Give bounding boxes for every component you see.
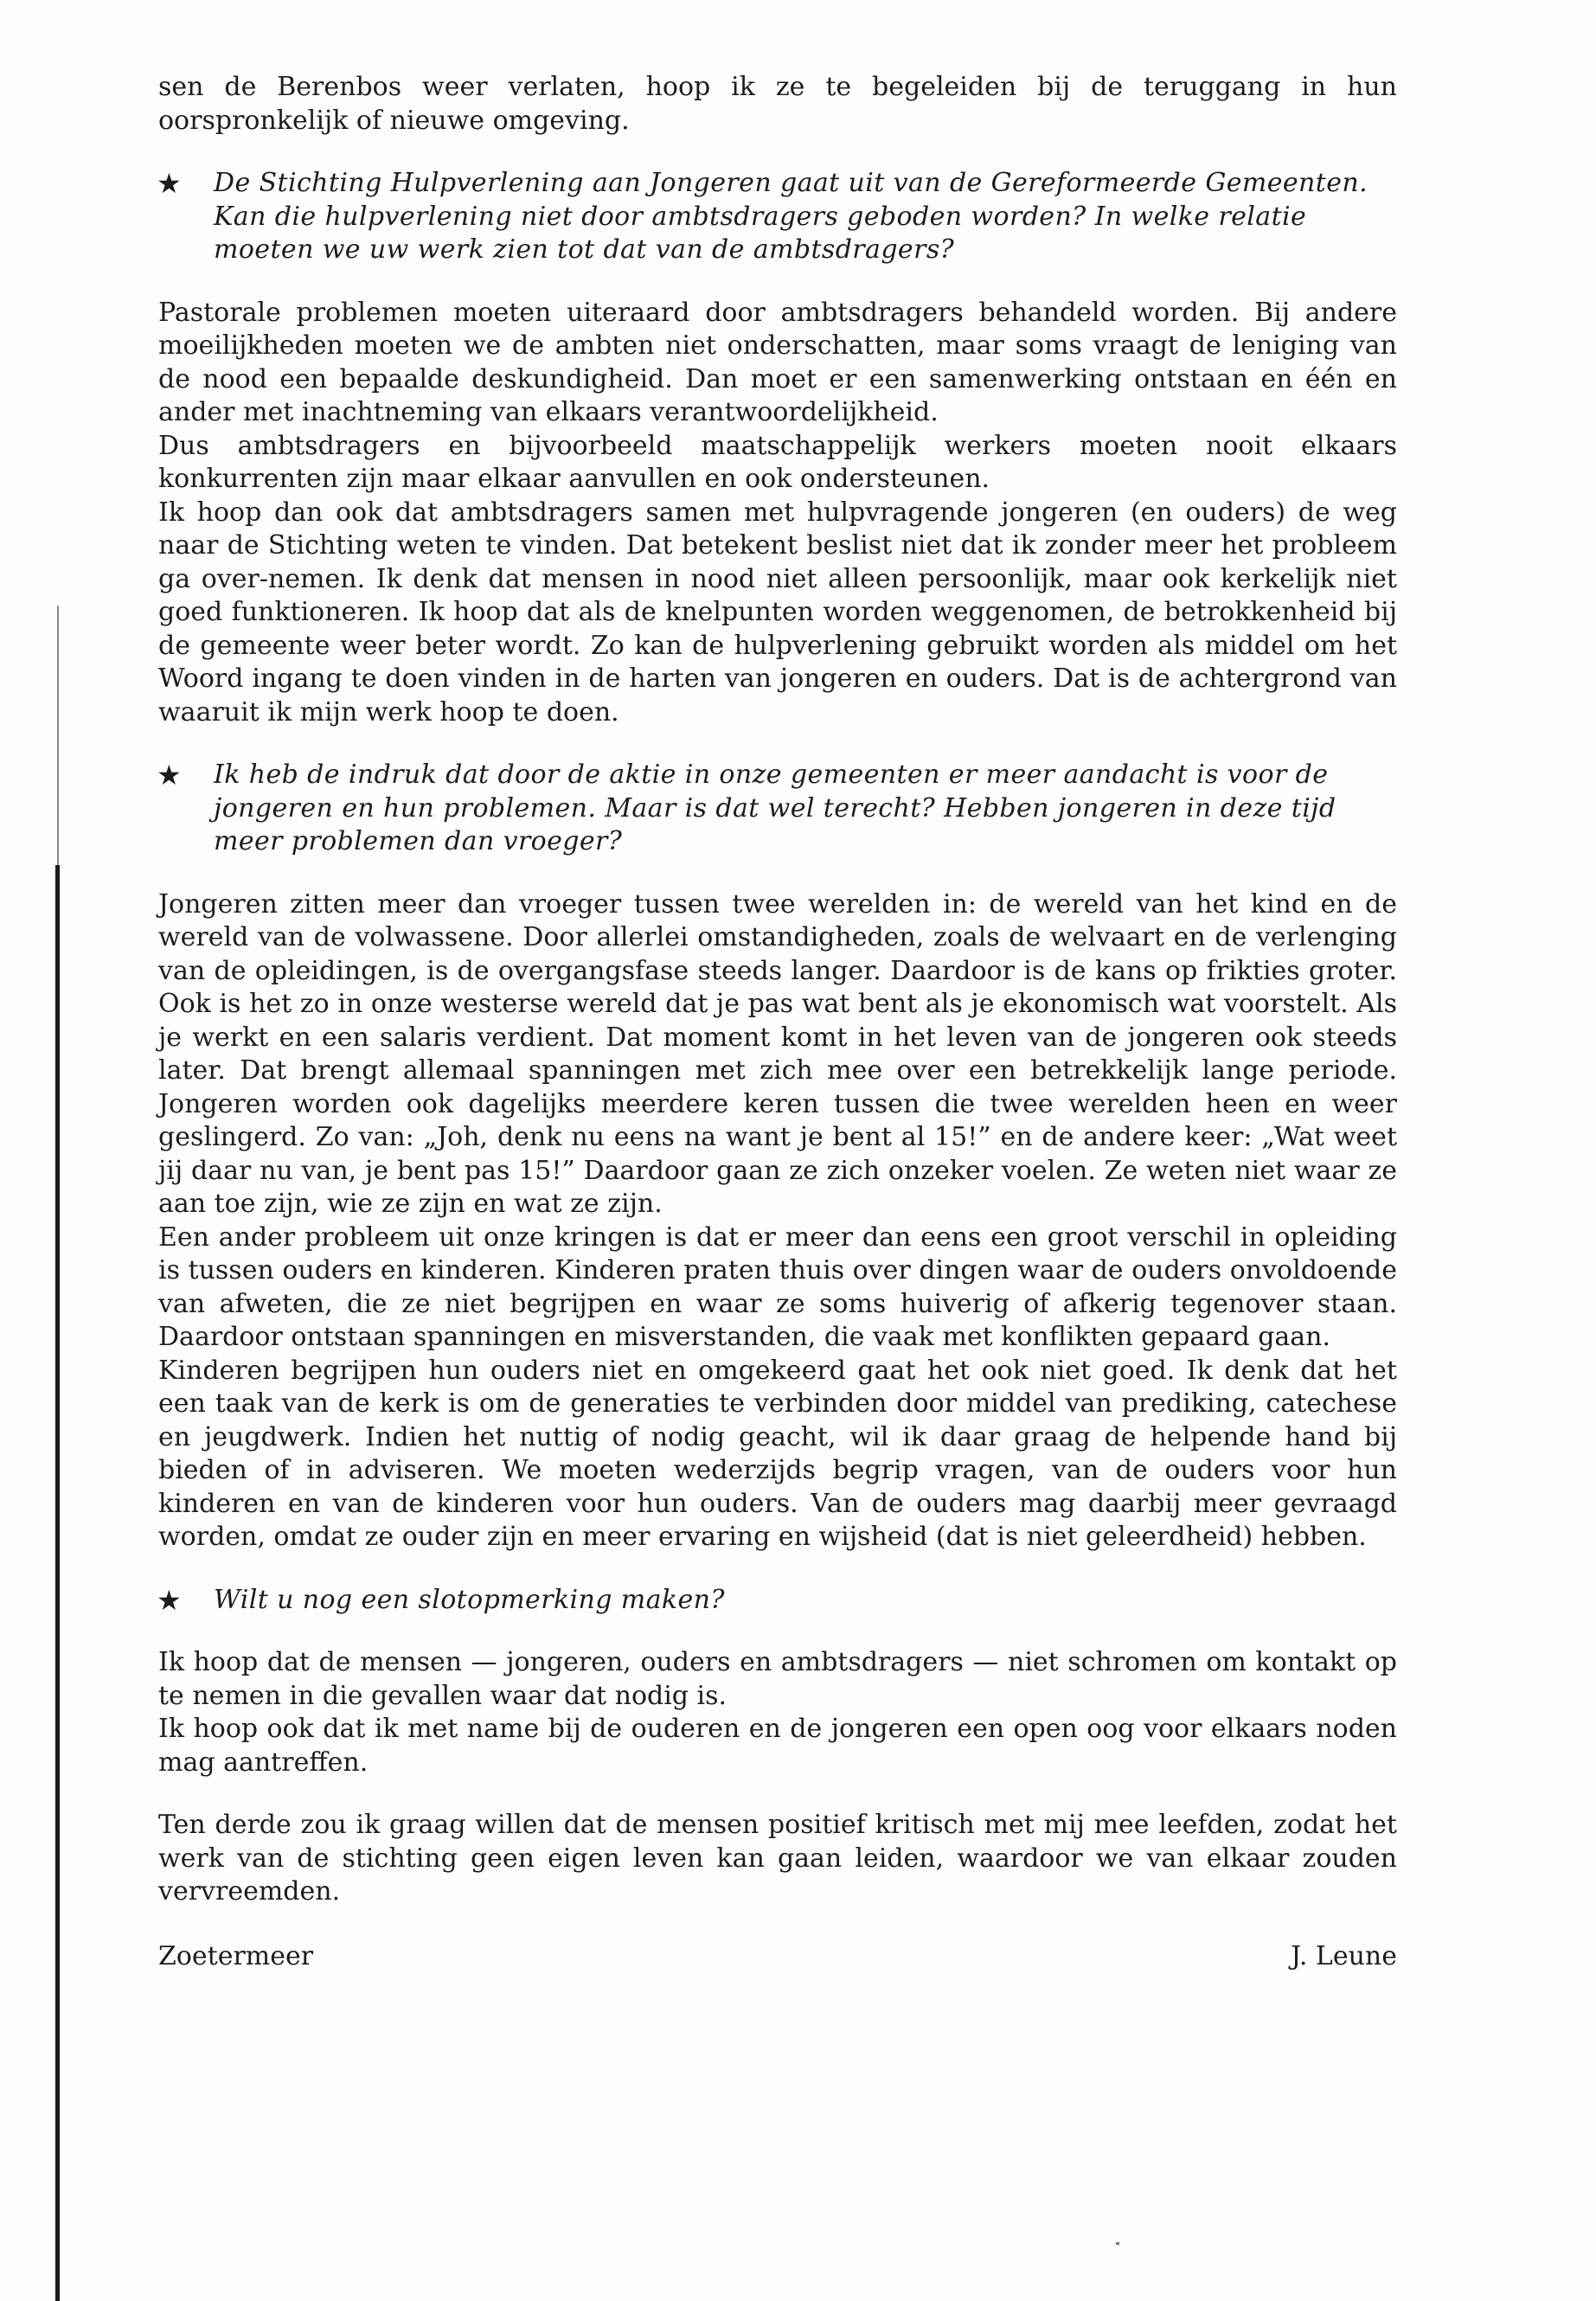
paragraph: Ik hoop ook dat ik met name bij de ouderen en de jongeren een open oog voor elkaars noden mag aantreffen. [158, 1714, 1397, 1778]
article-body [158, 71, 1397, 1973]
paragraph: Ik hoop dat de mensen — jongeren, ouders en ambtsdragers — niet schromen om kontakt op te nemen in die gevallen waar dat nodig is. [158, 1647, 1397, 1711]
signature-line [158, 1940, 1397, 1974]
paragraph: Kinderen begrijpen hun ouders niet en omgekeerd gaat het ook niet goed. Ik denk dat het een taak van de kerk is om de generaties te verbinden door middel van prediking, catechese en jeugdwerk. Indien het nuttig of nodig geacht, wil ik daar graag de helpende hand bij bieden of in adviseren. We moeten wederzijds begrip vragen, van de ouders voor hun kinderen en van de kinderen voor hun ouders. Van de ouders mag daarbij meer gevraagd worden, omdat ze ouder zijn en meer ervaring en wijsheid (dat is niet geleerdheid) hebben. [158, 1355, 1397, 1552]
scan-edge-shadow [57, 606, 59, 865]
star-icon: ★ [157, 759, 183, 792]
star-icon: ★ [157, 167, 183, 200]
question-text: Ik heb de indruk dat door de aktie in onze gemeenten er meer aandacht is voor de jongeren en hun problemen. Maar is dat wel terecht? Hebben jongeren in deze tijd meer problemen dan vroeger? [214, 760, 1336, 856]
paragraph: Pastorale problemen moeten uiteraard door ambtsdragers behandeld worden. Bij andere moeilijkheden moeten we de ambten niet onderschatten, maar soms vraagt de leniging van de nood een bepaalde deskundigheid. Dan moet er een samenwerking ontstaan en één en ander met inachtneming van elkaars verantwoordelijkheid. [158, 297, 1397, 427]
scan-speck [1116, 2242, 1119, 2245]
signature-author: J. Leune [1291, 1940, 1397, 1971]
question-text: De Stichting Hulpverlening aan Jongeren gaat uit van de Gereformeerde Gemeenten. Kan die hulpverlening niet door ambtsdragers geboden worden? In welke relatie moeten we uw werk zien tot dat van de ambtsdragers? [214, 168, 1368, 265]
paragraph: Een ander probleem uit onze kringen is dat er meer dan eens een groot verschil in opleiding is tussen ouders en kinderen. Kinderen praten thuis over dingen waar de ouders onvoldoende van afweten, die ze niet begrijpen en waar ze soms huiverig of afkerig tegenover staan. Daardoor ontstaan spanningen en misverstanden, die vaak met konflikten gepaard gaan. [158, 1221, 1397, 1352]
paragraph: Jongeren zitten meer dan vroeger tussen twee werelden in: de wereld van het kind en de wereld van de volwassene. Door allerlei omstandigheden, zoals de welvaart en de verlenging van de opleidingen, is de overgangsfase steeds langer. Daardoor is de kans op frikties groter. Ook is het zo in onze westerse wereld dat je pas wat bent als je ekonomisch wat voorstelt. Als je werkt en een salaris verdient. Dat moment komt in het leven van de jongeren ook steeds later. Dat brengt allemaal spanningen met zich mee over een betrekkelijk lange periode. Jongeren worden ook dagelijks meerdere keren tussen die twee werelden heen en weer geslingerd. Zo van: „Joh, denk nu eens na want je bent al 15!” en de andere keer: „Wat weet jij daar nu van, je bent pas 15!” Daardoor gaan ze zich onzeker voelen. Ze weten niet waar ze aan toe zijn, wie ze zijn en wat ze zijn. [158, 888, 1397, 1219]
paragraph: Dus ambtsdragers en bijvoorbeeld maatschappelijk werkers moeten nooit elkaars konkurrenten zijn maar elkaar aanvullen en ook ondersteunen. [158, 430, 1397, 494]
scan-edge [55, 865, 60, 2301]
interview-question [158, 759, 1397, 859]
interview-question [158, 1584, 1397, 1618]
star-icon: ★ [157, 1583, 183, 1617]
interview-question [158, 167, 1397, 267]
paragraph: Ik hoop dan ook dat ambtsdragers samen met hulpvragende jongeren (en ouders) de weg naar de Stichting weten te vinden. Dat betekent beslist niet dat ik zonder meer het probleem ga over-nemen. Ik denk dat mensen in nood niet alleen persoonlijk, maar ook kerkelijk niet goed funktioneren. Ik hoop dat als de knelpunten worden weggenomen, de betrokkenheid bij de gemeente weer beter wordt. Zo kan de hulpverlening gebruikt worden als middel om het Woord ingang te doen vinden in de harten van jongeren en ouders. Dat is de achtergrond van waaruit ik mijn werk hoop te doen. [158, 497, 1397, 727]
signature-place: Zoetermeer [158, 1940, 314, 1971]
question-text: Wilt u nog een slotopmerking maken? [214, 1584, 725, 1615]
paragraph: Ten derde zou ik graag willen dat de mensen positief kritisch met mij mee leefden, zodat het werk van de stichting geen eigen leven kan gaan leiden, waardoor we van elkaar zouden vervreemden. [158, 1810, 1397, 1907]
paragraph: sen de Berenbos weer verlaten, hoop ik ze te begeleiden bij de teruggang in hun oorspronkelijk of nieuwe omgeving. [158, 72, 1397, 136]
